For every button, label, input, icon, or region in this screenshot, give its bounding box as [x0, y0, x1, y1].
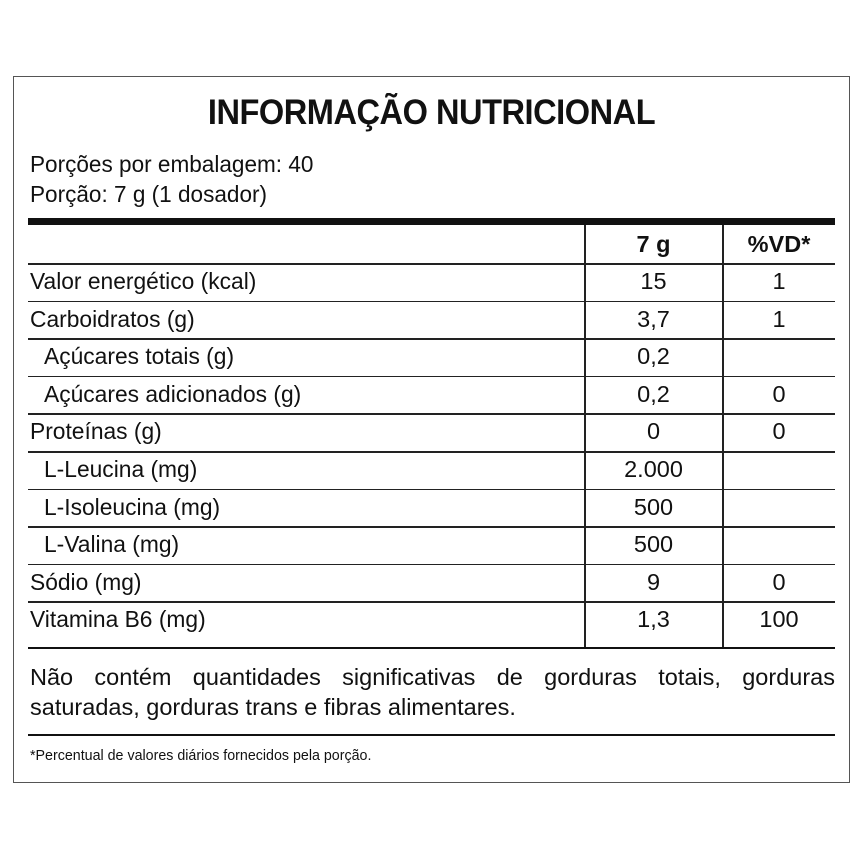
- nutrient-daily-value: 0: [772, 418, 786, 445]
- column-header-quantity: 7 g: [636, 231, 671, 257]
- nutrient-quantity: 3,7: [637, 305, 670, 332]
- nutrient-daily-value: 1: [772, 268, 786, 294]
- nutrient-name: Sódio (mg): [30, 568, 142, 595]
- nutrient-daily-value: [723, 451, 835, 488]
- nutrient-daily-value: [723, 526, 835, 563]
- column-header-daily-value: %VD*: [747, 231, 811, 257]
- nutrient-daily-value: 100: [759, 606, 799, 633]
- nutrient-quantity: 0,2: [637, 380, 670, 407]
- absence-note: Não contém quantidades significativas de gorduras totais, gorduras saturadas, gorduras trans e fibras alimentares.: [30, 664, 835, 720]
- nutrient-quantity: 500: [633, 493, 674, 520]
- nutrient-quantity: 1,3: [637, 606, 670, 633]
- serving-info: [30, 149, 325, 209]
- column-divider-quantity: [584, 225, 586, 647]
- nutrient-daily-value: 0: [772, 380, 786, 407]
- nutrient-daily-value: [723, 338, 835, 375]
- nutrient-name: L-Isoleucina (mg): [44, 493, 221, 520]
- thick-divider: [28, 218, 835, 225]
- nutrient-name: L-Valina (mg): [44, 531, 180, 558]
- nutrient-daily-value: 1: [772, 305, 786, 332]
- nutrient-quantity: 0,2: [637, 343, 670, 370]
- nutrient-quantity: 0: [646, 418, 661, 445]
- nutrient-name: L-Leucina (mg): [44, 456, 198, 482]
- nutrient-name: Açúcares totais (g): [44, 343, 235, 370]
- nutrient-name: Valor energético (kcal): [30, 268, 257, 294]
- daily-value-footnote: *Percentual de valores diários fornecidos pela porção.: [30, 747, 372, 764]
- nutrient-quantity: 500: [633, 531, 674, 558]
- nutrient-quantity: 2.000: [624, 456, 683, 482]
- footnote-divider: [28, 734, 835, 736]
- servings-per-package: Porções por embalagem: 40: [30, 151, 314, 177]
- serving-size: Porção: 7 g (1 dosador): [30, 181, 268, 207]
- nutrient-name: Carboidratos (g): [30, 305, 195, 332]
- nutrition-label: [13, 76, 850, 783]
- table-bottom-divider: [28, 647, 835, 649]
- column-divider-daily-value: [722, 225, 724, 647]
- label-title: INFORMAÇÃO NUTRICIONAL: [207, 93, 656, 132]
- nutrient-daily-value: [723, 489, 835, 526]
- nutrient-quantity: 15: [640, 268, 667, 294]
- nutrient-daily-value: 0: [772, 568, 786, 595]
- nutrient-name: Vitamina B6 (mg): [30, 606, 206, 633]
- nutrient-name: Proteínas (g): [30, 418, 162, 445]
- nutrient-name: Açúcares adicionados (g): [44, 380, 302, 407]
- nutrient-quantity: 9: [646, 568, 661, 595]
